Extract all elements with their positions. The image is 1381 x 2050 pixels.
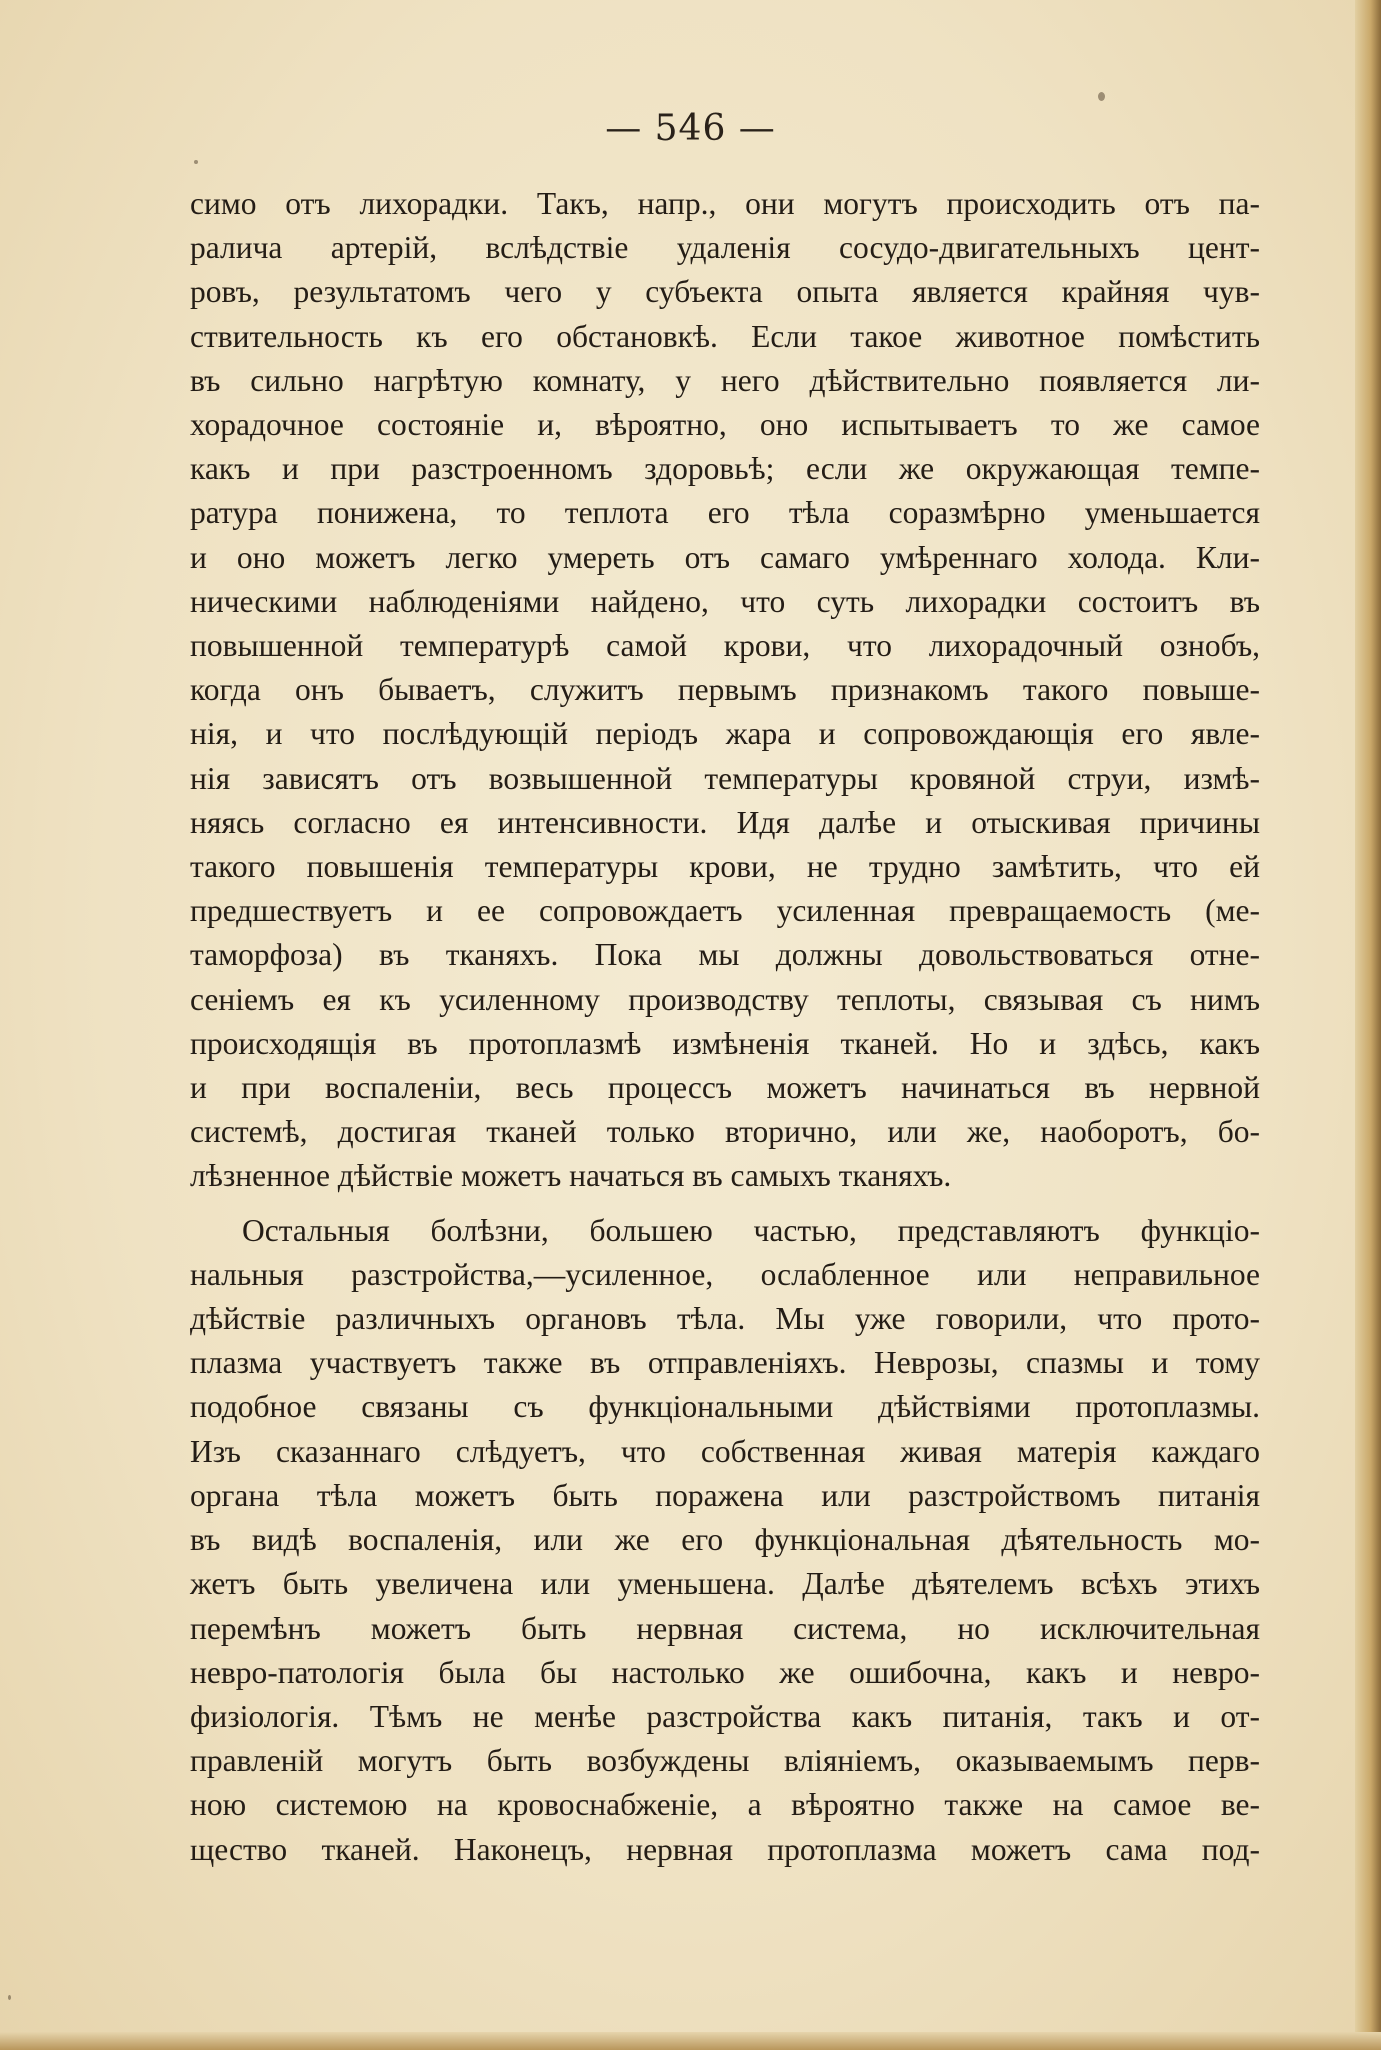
text-line: щество тканей. Наконецъ, нервная протоплазма можетъ сама под- [190,1831,1260,1867]
text-line: подобное связаны съ функціональными дѣйствіями протоплазмы. [190,1389,1260,1425]
text-line: нія, и что послѣдующій періодъ жара и сопровождающія его явле- [190,716,1260,752]
text-line: такого повышенія температуры крови, не трудно замѣтить, что ей [190,849,1260,885]
paragraph-1 [190,182,1260,1199]
text-line: дѣйствіе различныхъ органовъ тѣла. Мы уже говорили, что прото- [190,1301,1260,1337]
text-line: органа тѣла можетъ быть поражена или разстройствомъ питанія [190,1477,1260,1513]
text-line: сеніемъ ея къ усиленному производству теплоты, связывая съ нимъ [190,981,1260,1017]
body-text [190,182,1260,1872]
text-line: и при воспаленіи, весь процессъ можетъ начинаться въ нервной [190,1070,1260,1106]
text-line: невро-патологія была бы настолько же ошибочна, какъ и невро- [190,1654,1260,1690]
text-line: ною системою на кровоснабженіе, а вѣроятно также на самое ве- [190,1787,1260,1823]
text-line: жетъ быть увеличена или уменьшена. Далѣе дѣятелемъ всѣхъ этихъ [190,1566,1260,1602]
text-line: происходящія въ протоплазмѣ измѣненія тканей. Но и здѣсь, какъ [190,1025,1260,1061]
text-line: предшествуетъ и ее сопровождаетъ усиленная превращаемость (ме- [190,893,1260,929]
ink-speck [1098,92,1105,101]
ink-speck [8,1995,11,2000]
text-line: симо отъ лихорадки. Такъ, напр., они могутъ происходить отъ па- [190,186,1260,221]
text-line: ствительность къ его обстановкѣ. Если такое животное помѣстить [190,318,1260,354]
text-line: Изъ сказаннаго слѣдуетъ, что собственная живая матерія каждаго [190,1433,1260,1469]
text-line: лѣзненное дѣйствіе можетъ начаться въ самыхъ тканяхъ. [190,1158,952,1194]
text-line: Остальныя болѣзни, большею частью, представляютъ функціо- [242,1212,1260,1248]
text-line: повышенной температурѣ самой крови, что лихорадочный ознобъ, [190,628,1260,664]
text-line: ралича артерій, вслѣдствіе удаленія сосудо-двигательныхъ цент- [190,230,1260,266]
text-line: и оно можетъ легко умереть отъ самаго умѣреннаго холода. Кли- [190,539,1260,575]
text-line: въ видѣ воспаленія, или же его функціональная дѣятельность мо- [190,1522,1260,1558]
text-line: плазма участвуетъ также въ отправленіяхъ. Неврозы, спазмы и тому [190,1345,1260,1381]
text-line: ническими наблюденіями найдено, что суть лихорадки состоитъ въ [190,583,1260,619]
text-line: хорадочное состояніе и, вѣроятно, оно испытываетъ то же самое [190,407,1260,443]
text-line: нальныя разстройства,—усиленное, ослабленное или неправильное [190,1256,1260,1292]
paragraph-2 [190,1209,1260,1872]
text-line: правленій могутъ быть возбуждены вліяніемъ, оказываемымъ перв- [190,1743,1260,1779]
text-line: системѣ, достигая тканей только вторично, или же, наоборотъ, бо- [190,1114,1260,1150]
text-line: ровъ, результатомъ чего у субъекта опыта является крайняя чув- [190,274,1260,310]
text-line: няясь согласно ея интенсивности. Идя далѣе и отыскивая причины [190,804,1260,840]
text-line: въ сильно нагрѣтую комнату, у него дѣйствительно появляется ли- [190,362,1260,398]
text-line: ратура понижена, то теплота его тѣла соразмѣрно уменьшается [190,495,1260,531]
text-line: когда онъ бываетъ, служитъ первымъ признакомъ такого повыше- [190,672,1260,708]
page-edge-bottom [0,2032,1381,2050]
page-edge-right [1355,0,1381,2050]
text-line: таморфоза) въ тканяхъ. Пока мы должны довольствоваться отне- [190,937,1260,973]
page-number: — 546 — [605,108,776,149]
ink-speck [194,160,198,164]
text-line: какъ и при разстроенномъ здоровьѣ; если же окружающая темпе- [190,451,1260,487]
text-line: нія зависятъ отъ возвышенной температуры кровяной струи, измѣ- [190,760,1260,796]
text-line: физіологія. Тѣмъ не менѣе разстройства какъ питанія, такъ и от- [190,1698,1260,1734]
text-line: перемѣнъ можетъ быть нервная система, но исключительная [190,1610,1260,1646]
